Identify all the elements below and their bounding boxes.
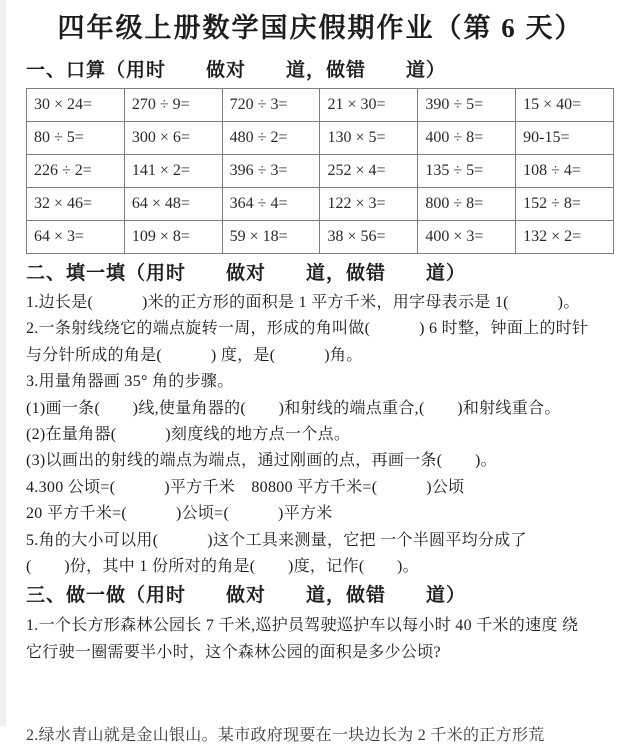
table-cell: 15 × 40= — [516, 89, 614, 122]
table-row — [27, 89, 614, 122]
table-cell: 396 ÷ 3= — [222, 155, 320, 188]
table-cell: 141 × 2= — [124, 155, 222, 188]
table-cell: 132 × 2= — [516, 221, 614, 254]
table-cell: 30 × 24= — [27, 89, 125, 122]
table-cell: 122 × 3= — [320, 188, 418, 221]
table-cell: 270 ÷ 9= — [124, 89, 222, 122]
table-cell: 364 ÷ 4= — [222, 188, 320, 221]
fill-blank-line: 5.角的大小可以用( )这个工具来测量，它把 一个半圆平均分成了 — [26, 531, 527, 549]
page-title: 四年级上册数学国庆假期作业（第 6 天） — [57, 13, 584, 43]
section1-heading: 一、口算（用时 做对 道，做错 道） — [26, 60, 447, 81]
table-cell: 64 × 3= — [27, 221, 125, 254]
word-problem-line: 1.一个长方形森林公园长 7 千米,巡护员驾驶巡护车以每小时 40 千米的速度 绕 — [26, 617, 579, 635]
fill-blank-line: 20 平方千米=( )公顷=( )平方米 — [26, 505, 333, 523]
table-cell: 720 ÷ 3= — [222, 89, 320, 122]
table-row — [27, 122, 614, 155]
table-cell: 400 × 3= — [418, 221, 516, 254]
page-edge-shadow — [0, 0, 6, 726]
table-cell: 390 ÷ 5= — [418, 89, 516, 122]
table-cell: 226 ÷ 2= — [27, 155, 125, 188]
table-cell: 480 ÷ 2= — [222, 122, 320, 155]
table-cell: 135 ÷ 5= — [418, 155, 516, 188]
oral-calculation-table — [26, 88, 614, 254]
table-cell: 252 × 4= — [320, 155, 418, 188]
fill-blank-line: (3)以画出的射线的端点为端点，通过刚画的点，再画一条( )。 — [26, 452, 497, 470]
word-problem-line-cutoff: 2.绿水青山就是金山银山。某市政府现要在一块边长为 2 千米的正方形荒 — [26, 727, 545, 745]
table-cell: 400 ÷ 8= — [418, 122, 516, 155]
table-cell: 32 × 46= — [27, 188, 125, 221]
table-row — [27, 155, 614, 188]
table-cell: 300 × 6= — [124, 122, 222, 155]
table-cell: 800 ÷ 8= — [418, 188, 516, 221]
fill-blank-line: 2.一条射线绕它的端点旋转一周，形成的角叫做( ) 6 时整，钟面上的时针 — [26, 320, 589, 338]
section3-heading: 三、做一做（用时 做对 道，做错 道） — [26, 585, 467, 607]
table-row — [27, 188, 614, 221]
table-cell: 130 × 5= — [320, 122, 418, 155]
table-cell: 152 ÷ 8= — [516, 188, 614, 221]
table-cell: 109 × 8= — [124, 221, 222, 254]
table-cell: 108 ÷ 4= — [516, 155, 614, 188]
section2-heading: 二、填一填（用时 做对 道，做错 道） — [26, 263, 467, 284]
fill-blank-line: (1)画一条( )线,使量角器的( )和射线的端点重合,( )和射线重合。 — [26, 399, 561, 417]
table-cell: 21 × 30= — [320, 89, 418, 122]
word-problem-line: 它行驶一圈需要半小时，这个森林公园的面积是多少公顷? — [26, 643, 441, 661]
fill-blank-line: 1.边长是( )米的正方形的面积是 1 平方千米，用字母表示是 1( )。 — [26, 294, 580, 311]
table-cell: 90-15= — [516, 122, 614, 155]
table-cell: 59 × 18= — [222, 221, 320, 254]
table-cell: 38 × 56= — [320, 221, 418, 254]
fill-blank-line: ( )份，其中 1 份所对的角是( )度，记作( )。 — [26, 558, 419, 576]
fill-blank-line: 4.300 公顷=( )平方千米 80800 平方千米=( )公顷 — [26, 478, 465, 496]
table-cell: 64 × 48= — [124, 188, 222, 221]
table-row — [27, 221, 614, 254]
fill-blank-line: (2)在量角器( )刻度线的地方点一个点。 — [26, 426, 351, 444]
fill-blank-line: 3.用量角器画 35° 角的步骤。 — [26, 373, 234, 391]
fill-blank-line: 与分针所成的角是( ) 度，是( )角。 — [26, 346, 363, 364]
table-cell: 80 ÷ 5= — [27, 122, 125, 155]
